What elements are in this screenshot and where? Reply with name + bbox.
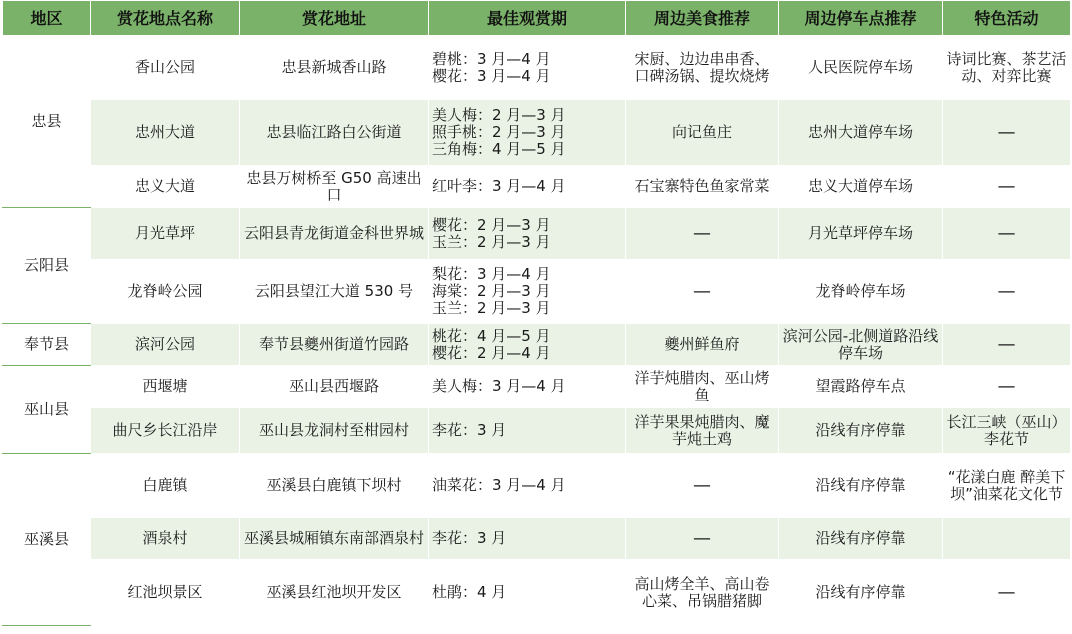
place-cell: 曲尺乡长江沿岸	[91, 408, 240, 454]
parking-cell: 沿线有序停靠	[779, 454, 943, 518]
header-parking: 周边停车点推荐	[779, 1, 943, 36]
header-period: 最佳观赏期	[429, 1, 626, 36]
period-line: 李花：3 月	[432, 421, 507, 439]
food-cell: 宋厨、边边串串香、口碑汤锅、提坎烧烤	[626, 36, 779, 100]
activity-cell: —	[943, 324, 1071, 366]
activity-cell	[943, 518, 1071, 560]
period-line: 樱花：2 月—3 月	[432, 215, 551, 234]
parking-cell: 忠义大道停车场	[779, 166, 943, 208]
period-line: 三角梅：4 月—5 月	[432, 140, 566, 158]
table-row	[3, 366, 1071, 408]
place-cell: 酒泉村	[91, 518, 240, 560]
period-cell	[429, 166, 626, 208]
period-line: 玉兰：2 月—3 月	[432, 299, 551, 317]
period-line: 桃花：4 月—5 月	[432, 326, 551, 345]
food-cell: 向记鱼庄	[626, 100, 779, 166]
table-row	[3, 208, 1071, 260]
region-cell: 云阳县	[3, 208, 91, 324]
food-cell: —	[626, 518, 779, 560]
period-line: 玉兰：2 月—3 月	[432, 232, 551, 251]
activity-cell: 长江三峡（巫山）李花节	[943, 408, 1071, 454]
food-cell: 洋芋果果炖腊肉、魔芋炖土鸡	[626, 408, 779, 454]
period-cell	[429, 36, 626, 100]
period-line: 照手桃：2 月—3 月	[432, 123, 566, 141]
place-cell: 忠州大道	[91, 100, 240, 166]
period-line: 樱花：3 月—4 月	[432, 66, 551, 85]
food-cell: 洋芋炖腊肉、巫山烤鱼	[626, 366, 779, 408]
place-cell: 红池坝景区	[91, 560, 240, 626]
table-row	[3, 166, 1071, 208]
table-row	[3, 324, 1071, 366]
place-cell: 忠义大道	[91, 166, 240, 208]
table-row	[3, 260, 1071, 324]
address-cell: 巫山县西堰路	[240, 366, 429, 408]
table-row	[3, 454, 1071, 518]
table-body	[3, 36, 1071, 626]
place-cell: 滨河公园	[91, 324, 240, 366]
activity-cell: —	[943, 366, 1071, 408]
address-cell: 云阳县望江大道 530 号	[240, 260, 429, 324]
period-line: 红叶李：3 月—4 月	[432, 177, 566, 195]
header-food: 周边美食推荐	[626, 1, 779, 36]
period-cell	[429, 260, 626, 324]
address-cell: 忠县新城香山路	[240, 36, 429, 100]
header-address: 赏花地址	[240, 1, 429, 36]
address-cell: 巫溪县红池坝开发区	[240, 560, 429, 626]
address-cell: 巫溪县城厢镇东南部酒泉村	[240, 518, 429, 560]
activity-cell: —	[943, 560, 1071, 626]
place-cell: 月光草坪	[91, 208, 240, 260]
period-line: 海棠：2 月—3 月	[432, 282, 551, 300]
period-line: 杜鹃：4 月	[432, 583, 507, 601]
period-cell	[429, 408, 626, 454]
address-cell: 忠县临江路白公街道	[240, 100, 429, 166]
table-row	[3, 518, 1071, 560]
period-line: 碧桃：3 月—4 月	[432, 49, 551, 68]
parking-cell: 沿线有序停靠	[779, 560, 943, 626]
region-cell: 巫山县	[3, 366, 91, 454]
address-cell: 忠县万树桥至 G50 高速出口	[240, 166, 429, 208]
table-row	[3, 100, 1071, 166]
address-cell: 云阳县青龙街道金科世界城	[240, 208, 429, 260]
parking-cell: 人民医院停车场	[779, 36, 943, 100]
place-cell: 西堰塘	[91, 366, 240, 408]
period-cell	[429, 100, 626, 166]
parking-cell: 沿线有序停靠	[779, 408, 943, 454]
region-cell: 巫溪县	[3, 454, 91, 626]
period-line: 美人梅：2 月—3 月	[432, 106, 566, 124]
food-cell: —	[626, 454, 779, 518]
period-line: 李花：3 月	[432, 529, 507, 547]
parking-cell: 沿线有序停靠	[779, 518, 943, 560]
parking-cell: 忠州大道停车场	[779, 100, 943, 166]
food-cell: 高山烤全羊、高山卷心菜、吊锅腊猪脚	[626, 560, 779, 626]
food-cell: 夔州鲜鱼府	[626, 324, 779, 366]
period-line: 美人梅：3 月—4 月	[432, 377, 566, 395]
period-cell	[429, 208, 626, 260]
address-cell: 巫山县龙洞村至柑园村	[240, 408, 429, 454]
place-cell: 龙脊岭公园	[91, 260, 240, 324]
table-row	[3, 36, 1071, 100]
flower-viewing-table	[2, 0, 1071, 626]
header-region: 地区	[3, 1, 91, 36]
period-cell	[429, 324, 626, 366]
region-cell: 忠县	[3, 36, 91, 208]
period-line: 油菜花：3 月—4 月	[432, 476, 566, 494]
food-cell: 石宝寨特色鱼家常菜	[626, 166, 779, 208]
place-cell: 香山公园	[91, 36, 240, 100]
parking-cell: 滨河公园-北侧道路沿线停车场	[779, 324, 943, 366]
period-cell	[429, 560, 626, 626]
period-cell	[429, 454, 626, 518]
table-row	[3, 560, 1071, 626]
parking-cell: 月光草坪停车场	[779, 208, 943, 260]
header-row	[3, 1, 1071, 36]
place-cell: 白鹿镇	[91, 454, 240, 518]
activity-cell: —	[943, 100, 1071, 166]
period-line: 梨花：3 月—4 月	[432, 265, 551, 283]
period-cell	[429, 518, 626, 560]
activity-cell: —	[943, 166, 1071, 208]
activity-cell: “花漾白鹿 醉美下坝”油菜花文化节	[943, 454, 1071, 518]
parking-cell: 望霞路停车点	[779, 366, 943, 408]
address-cell: 巫溪县白鹿镇下坝村	[240, 454, 429, 518]
activity-cell: —	[943, 260, 1071, 324]
food-cell: —	[626, 208, 779, 260]
address-cell: 奉节县夔州街道竹园路	[240, 324, 429, 366]
parking-cell: 龙脊岭停车场	[779, 260, 943, 324]
period-cell	[429, 366, 626, 408]
table-row	[3, 408, 1071, 454]
region-cell: 奉节县	[3, 324, 91, 366]
period-line: 樱花：2 月—4 月	[432, 343, 551, 362]
food-cell: —	[626, 260, 779, 324]
activity-cell: —	[943, 208, 1071, 260]
header-place: 赏花地点名称	[91, 1, 240, 36]
header-activity: 特色活动	[943, 1, 1071, 36]
activity-cell: 诗词比赛、茶艺活动、对弈比赛	[943, 36, 1071, 100]
